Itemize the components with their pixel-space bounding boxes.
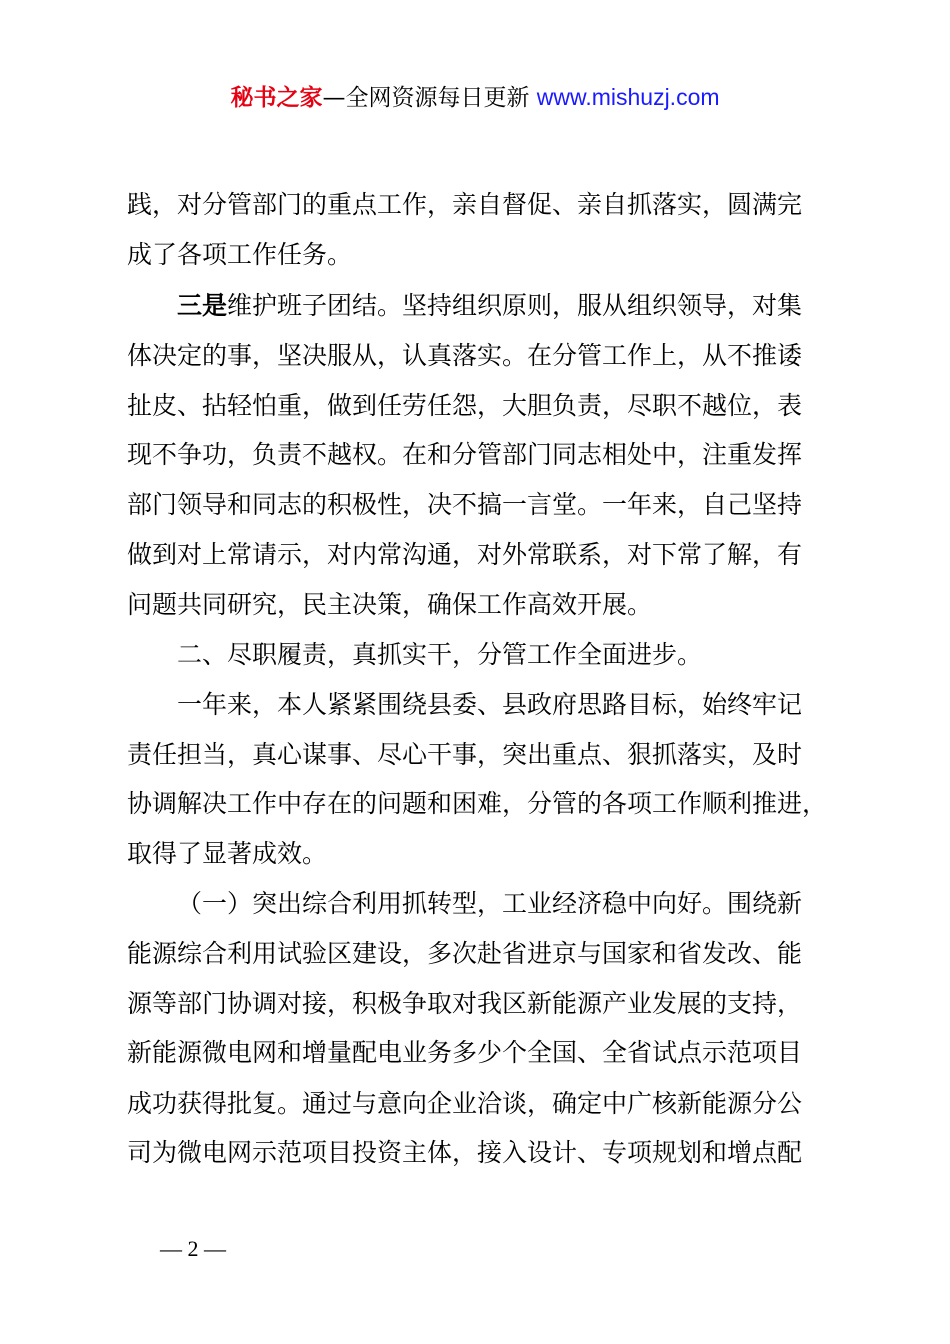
line-text: 成功获得批复。通过与意向企业洽谈，确定中广核新能源分公: [127, 1089, 803, 1118]
text-line: [127, 438, 950, 472]
line-text: 问题共同研究，民主决策，确保工作高效开展。: [127, 590, 653, 619]
line-text: 能源综合利用试验区建设，多次赴省进京与国家和省发改、能: [127, 939, 803, 968]
line-text: （一）突出综合利用抓转型，工业经济稳中向好。围绕新: [177, 889, 803, 918]
line-text: 成了各项工作任务。: [127, 240, 353, 269]
line-text: 现不争功，负责不越权。在和分管部门同志相处中，注重发挥: [127, 440, 803, 469]
text-line: [127, 488, 950, 522]
text-line: [127, 588, 950, 622]
text-line: [177, 688, 950, 722]
text-line: [127, 738, 950, 772]
bold-lead: 三是: [177, 291, 228, 320]
text-line: [127, 937, 950, 971]
text-line: [177, 638, 950, 672]
line-text: 取得了显著成效。: [127, 839, 328, 868]
text-line: [177, 887, 950, 921]
text-line: [127, 837, 950, 871]
text-line: [127, 538, 950, 572]
site-brand: 秘书之家: [230, 85, 323, 111]
line-text: 责任担当，真心谋事、尽心干事，突出重点、狠抓落实，及时: [127, 740, 803, 769]
text-line: [127, 987, 950, 1021]
line-text: 部门领导和同志的积极性，决不搞一言堂。一年来，自己坚持: [127, 490, 803, 519]
text-line: [127, 339, 950, 373]
line-text: 司为微电网示范项目投资主体，接入设计、专项规划和增点配: [127, 1138, 803, 1167]
line-text: 新能源微电网和增量配电业务多少个全国、全省试点示范项目: [127, 1038, 803, 1067]
line-text: 二、尽职履责，真抓实干，分管工作全面进步。: [177, 640, 703, 669]
page-number: — 2 —: [160, 1236, 226, 1261]
line-text: 扯皮、拈轻怕重，做到任劳任怨，大胆负责，尽职不越位，表: [127, 391, 803, 420]
line-text: 源等部门协调对接，积极争取对我区新能源产业发展的支持，: [127, 989, 803, 1018]
line-text: 协调解决工作中存在的问题和困难，分管的各项工作顺利推进，: [127, 789, 828, 818]
text-line: [127, 787, 950, 821]
line-text: 维护班子团结。坚持组织原则，服从组织领导，对集: [227, 291, 803, 320]
text-line: [127, 1136, 950, 1170]
line-text: 体决定的事，坚决服从，认真落实。在分管工作上，从不推诿: [127, 341, 803, 370]
line-text: 一年来，本人紧紧围绕县委、县政府思路目标，始终牢记: [177, 690, 803, 719]
site-slogan: —全网资源每日更新: [322, 85, 530, 111]
text-line: [127, 1036, 950, 1070]
text-line: [127, 238, 950, 272]
text-line: [127, 188, 950, 222]
text-line: [177, 289, 950, 323]
line-text: 践，对分管部门的重点工作，亲自督促、亲自抓落实，圆满完: [127, 190, 803, 219]
line-text: 做到对上常请示，对内常沟通，对外常联系，对下常了解，有: [127, 540, 803, 569]
site-url[interactable]: www.mishuzj.com: [536, 84, 720, 110]
text-line: [127, 389, 950, 423]
text-line: [127, 1087, 950, 1121]
page-header: [0, 80, 950, 115]
